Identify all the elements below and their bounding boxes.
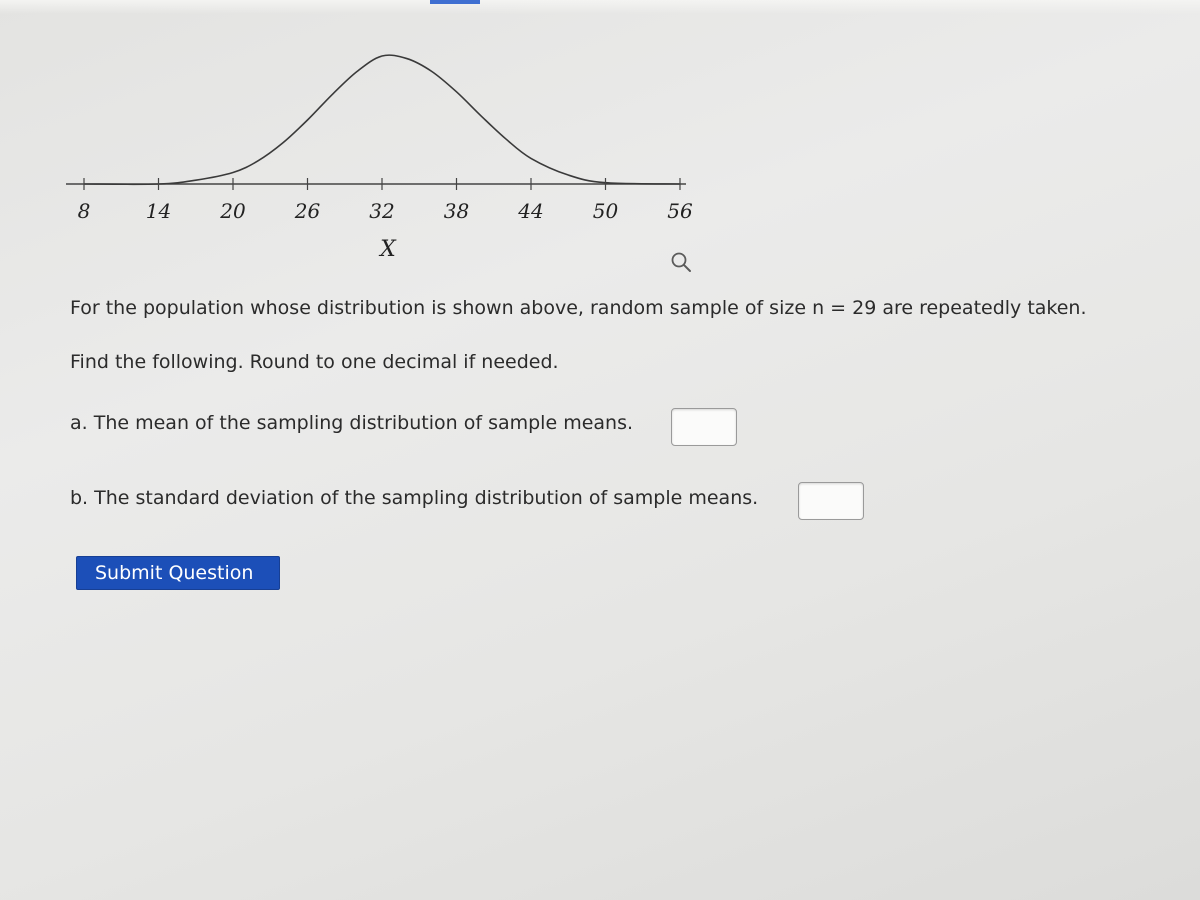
part-b-answer-field[interactable] (798, 482, 864, 520)
x-tick-label: 38 (443, 199, 470, 223)
part-b-label: b. The standard deviation of the sampling distribution of sample means. (70, 487, 759, 509)
x-tick-label: 56 (667, 199, 693, 223)
x-axis-label: X (380, 237, 396, 262)
question-prompt: For the population whose distribution is shown above, random sample of size n = 29 are repeatedly taken. (70, 297, 1087, 319)
x-tick-label: 14 (145, 199, 172, 223)
distribution-curve (84, 55, 680, 184)
x-tick-label: 20 (220, 199, 246, 223)
magnifying-glass-icon[interactable] (669, 250, 693, 274)
x-tick-label: 50 (592, 199, 619, 223)
distribution-chart (0, 0, 1200, 280)
question-instruction: Find the following. Round to one decimal if needed. (70, 351, 559, 373)
x-tick-label: 32 (369, 199, 395, 223)
x-tick-label: 8 (77, 199, 91, 223)
part-a-answer-field[interactable] (671, 408, 737, 446)
x-tick-label: 26 (294, 199, 321, 223)
part-a-label: a. The mean of the sampling distribution of sample means. (70, 412, 634, 434)
submit-question-button[interactable]: Submit Question (76, 556, 280, 590)
x-tick-label: 44 (518, 199, 544, 223)
